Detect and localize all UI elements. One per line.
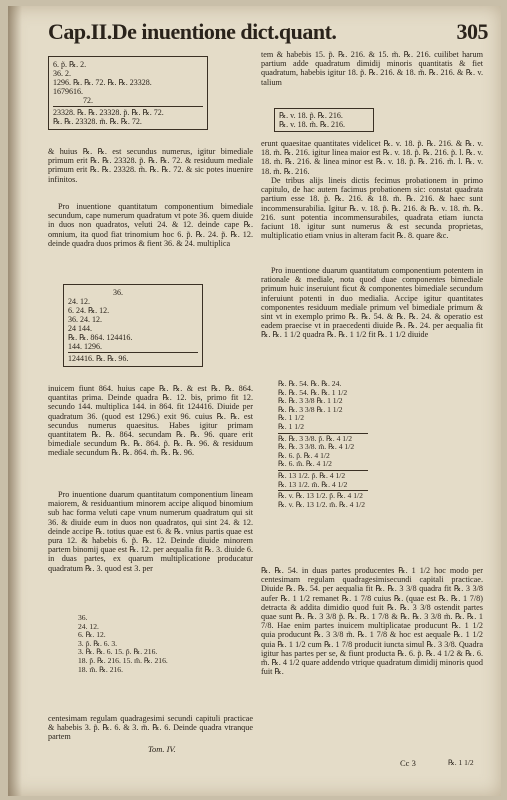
calc-row: 72.	[83, 96, 93, 105]
calc-row: 6. ℞. 12.	[78, 630, 106, 640]
book-page	[8, 6, 501, 796]
calc-row: 18. p̃. ℞. 216. 15. m̃. ℞. 216.	[78, 655, 168, 665]
calculation-box-2	[63, 284, 203, 367]
right-paragraph-2	[261, 139, 483, 176]
right-paragraph-1	[261, 50, 483, 87]
calc-row: 144. 1296.	[68, 342, 102, 351]
page-number: 305	[456, 19, 488, 44]
paragraph-text: tem & habebis 15. p̃. ℞. 216. & 15. m̃. ℞. 216. cuilibet harum partium adde quadratum dimidij minoris quantitatis & fiet quadratum, habebis igitur 18. p̃. ℞. 216. & 18. m̃. ℞. 216. & ℞. v. talium	[261, 50, 483, 87]
calc-row: 24. 12.	[78, 621, 99, 631]
calc-row: ℞. 1 1/2	[278, 413, 305, 423]
calc-row: 36.	[78, 613, 88, 622]
calc-row: ℞. 6. p̃. ℞. 4 1/2	[278, 450, 330, 460]
calc-row: 24 144.	[68, 324, 92, 333]
calc-row: 1679616.	[53, 87, 83, 96]
calc-row: 36.	[113, 288, 123, 297]
paragraph-text: Pro inuentione quantitatum componentium bimediale secundum, cape numerum quadratum vt pote 36. quem diuide in duos non quadratos, veluti 24. & 12. deinde cape ℞. omnium, ita quod fiat trinomium hoc 6. p̃. ℞. 24. p̃. ℞. 12. deinde quadra duos primos & fient 36. & 24. multiplica	[48, 202, 253, 248]
paragraph-text: centesimam regulam quadragesimi secundi capituli practicae & habebis 3. p̃. ℞. 6. & 3. m̃. ℞. 6. Deinde quadra vtranque partem	[48, 714, 253, 742]
paragraph-text: De tribus alijs lineis dictis fecimus probationem in primo capitulo, de hac autem facimus probationem sic: constat quadrata partium esse 18. p̃. ℞. 216. & 18. m̃. ℞. 216. & haec sunt incommensurabilia. Igitur ℞. v. 18. p̃. ℞. 216. & ℞. v. 18. m̃. ℞. 216. sunt potentia incommensurabiles, quadrata etiam iuncta faciunt 18. igitur sunt numerus & est secunda proprietas, multiplicatio etiam vnius in alteram facit ℞. 8. quare &c.	[261, 176, 483, 241]
calc-row: 36. 24. 12.	[68, 315, 102, 324]
calc-row: ℞. 13 1/2. m̃. ℞. 4 1/2	[278, 479, 348, 489]
left-paragraph-2	[48, 202, 253, 248]
calc-row: 24. 12.	[68, 297, 90, 306]
calc-row: 6. 24. ℞. 12.	[68, 306, 110, 315]
calc-row: 3. p̃. ℞. 6. 3.	[78, 638, 118, 648]
calc-row: ℞. v. 18. m̃. ℞. 216.	[279, 120, 346, 129]
calc-row: 124416. ℞. ℞. 96.	[68, 354, 129, 363]
left-paragraph-3	[48, 384, 253, 458]
calc-row: ℞. ℞. 23328. m̃. ℞. ℞. 72.	[53, 117, 142, 126]
left-paragraph-4	[48, 490, 253, 573]
calc-row: ℞. 6. m̃. ℞. 4 1/2	[278, 459, 332, 469]
catchword: ℞. 1 1/2	[448, 758, 474, 767]
calc-row: ℞. ℞. 54. ℞. ℞. 1 1/2	[278, 387, 348, 397]
left-paragraph-5	[48, 714, 253, 742]
paragraph-text: Pro inuentione duarum quantitatum componentium lineam maiorem, & residuantium minorem accipe aliquod binomium sub hac forma veluti cape vnum numerum quadratum qui sit 36. & diuide eum in duos non quadratos, qui sint 24. & 12. deinde accipe ℞. totius quae est 6. & ℞. vnius partis quae est pura 12. & habebis 6. p̃. ℞. 12. Deinde diuide minorem partem binomij quae est ℞. 12. per aequalia fit ℞. 3. diuide 6. in duas partes, ex quarum multiplicatione producatur quadratum ℞. 3. quod est 3. per	[48, 490, 253, 573]
calc-row: ℞. ℞. 54. ℞. ℞. 24.	[278, 379, 342, 388]
calc-row: ℞. ℞. 3 3/8 ℞. 1 1/2	[278, 396, 343, 406]
calculation-box-1	[48, 56, 208, 130]
calc-row: 3. ℞. ℞. 6. 15. p̃. ℞. 216.	[78, 647, 158, 657]
calc-row: ℞. 1 1/2	[278, 421, 305, 431]
left-calculation-table	[78, 614, 168, 674]
calc-row: ℞. ℞. 3 3/8. p̃. ℞. 4 1/2	[278, 433, 353, 443]
calc-row: 1296. ℞. ℞. 72. ℞. ℞. 23328.	[53, 78, 152, 87]
paragraph-text: erunt quaesitae quantitates videlicet ℞. v. 18. p̃. ℞. 216. & ℞. v. 18. m̃. ℞. 216. igitur linea maior est ℞. v. 18. p̃. ℞. 216. p̃. l. ℞. v. 18. m̃. ℞. 216. & linea minor est ℞. v. 18. p̃. ℞. 216. m̃. l. ℞. v. 18. m̃. ℞. 216.	[261, 139, 483, 176]
paragraph-text: Pro inuentione duarum quantitatum componentium potentem in rationale & mediale, nota quod duae componentes bimediale primum huic inseruiunt ficut & componentes bimediale secundum inferuiunt potenti in duo medialia. Accipe igitur quantitates componentes residuum mediale primum vel bimediale primum & sint vt in exemplo primo ℞. ℞. 54. & ℞. ℞. 24. & operatio est eadem praecise vt in praecedenti diuide ℞. ℞. 24. per aequalia fit ℞. ℞. 1 1/2 quadra ℞. ℞. 1 1/2 fit ℞. 1 1/2 diuide	[261, 266, 483, 340]
right-paragraph-3	[261, 176, 483, 240]
calc-row: 36. 2.	[53, 69, 71, 78]
right-calculation-table	[278, 380, 368, 509]
page-gutter-shadow	[8, 6, 22, 796]
right-paragraph-4	[261, 266, 483, 340]
calc-row: ℞. v. ℞. 13 1/2. m̃. ℞. 4 1/2	[278, 499, 366, 509]
running-header	[48, 20, 488, 44]
divider	[68, 352, 198, 353]
calc-row: 23328. ℞. ℞. 23328. p̃. ℞. ℞. 72.	[53, 108, 164, 117]
calc-row: ℞. 13 1/2. p̃. ℞. 4 1/2	[278, 470, 346, 480]
calc-row: ℞. ℞. 3 3/8 ℞. 1 1/2	[278, 404, 343, 414]
calc-row: 18. m̃. ℞. 216.	[78, 664, 123, 674]
divider	[53, 106, 203, 107]
calc-row: ℞. ℞. 864. 124416.	[68, 333, 133, 342]
paragraph-text: ℞. ℞. 54. in duas partes producentes ℞. 1 1/2 hoc modo per centesimam regulam quadragesimisecundi capitali practicae. Diuide ℞. ℞. 54. per aequalia fit ℞. ℞. 3 3/8 quadra fit ℞. 3 3/8 aufer ℞. 1 1/2 remanet ℞. 1 7/8 cuius ℞. (quae est ℞. ℞. 1 7/8) detracta & addita dimidio quod fuit ℞. ℞. 3 3/8 ostendit partes quae sunt ℞. ℞. 3 3/8 p̃. ℞. ℞. 1 7/8 & ℞. ℞. 3 3/8 m̃. ℞. ℞. 1 7/8. Hae enim partes inuicem multiplicatae producunt ℞. 1 1/2 quia producunt ℞. 3 3/8 m̃. ℞. 1 7/8 & hoc est aequale ℞. 1 1/2 quia ℞. 1 1/2 cum ℞. 1 7/8 producit iuncta simul ℞. 3 3/8. Quadra igitur has partes per se, & fiunt producta ℞. 6. p̃. ℞. 4 1/2 & ℞. 6. m̃. ℞. 4 1/2 quare addendo vtrique quadratum dimidij minoris quod fuit ℞.	[261, 566, 483, 677]
root-box	[274, 108, 374, 132]
left-paragraph-1	[48, 147, 253, 184]
calc-row: 6. p̃. ℞. 2.	[53, 60, 87, 69]
calc-row: ℞. ℞. 3 3/8. m̃. ℞. 4 1/2	[278, 442, 355, 452]
chapter-title: Cap.II.De inuentione dict.quant.	[48, 19, 337, 44]
signature-mark: Tom. IV.	[148, 744, 176, 754]
catchword-signature: Cc 3	[400, 758, 416, 768]
calc-row: ℞. v. 18. p̃. ℞. 216.	[279, 111, 343, 120]
right-paragraph-5	[261, 566, 483, 676]
paragraph-text: & huius ℞. ℞. est secundus numerus, igitur bimediale primum erit ℞. ℞. 23328. p̃. ℞. ℞. 72. & residuum mediale primum erit ℞. ℞. 23328. m̃. ℞. ℞. 72. & sic potes inuenire infinitos.	[48, 147, 253, 184]
calc-row: ℞. v. ℞. 13 1/2. p̃. ℞. 4 1/2	[278, 491, 363, 501]
paragraph-text: inuicem fiunt 864. huius cape ℞. ℞. & est ℞. ℞. 864. quantitas prima. Deinde quadra ℞. 12. bis, primo fit 12. secundo 144. multiplica 144. in 864. fit 124416. Diuide per quadratum 36. (quod est 1296.) exit 96. cuius ℞. ℞. est secundus numerus quaesitus. Habes igitur primam quantitatem ℞. ℞. 864. secundam ℞. ℞. 96. quare erit bimediale secundum ℞. ℞. 864. p̃. ℞. ℞. 96. & residuum mediale secundum ℞. ℞. 864. m̃. ℞. ℞. 96.	[48, 384, 253, 458]
